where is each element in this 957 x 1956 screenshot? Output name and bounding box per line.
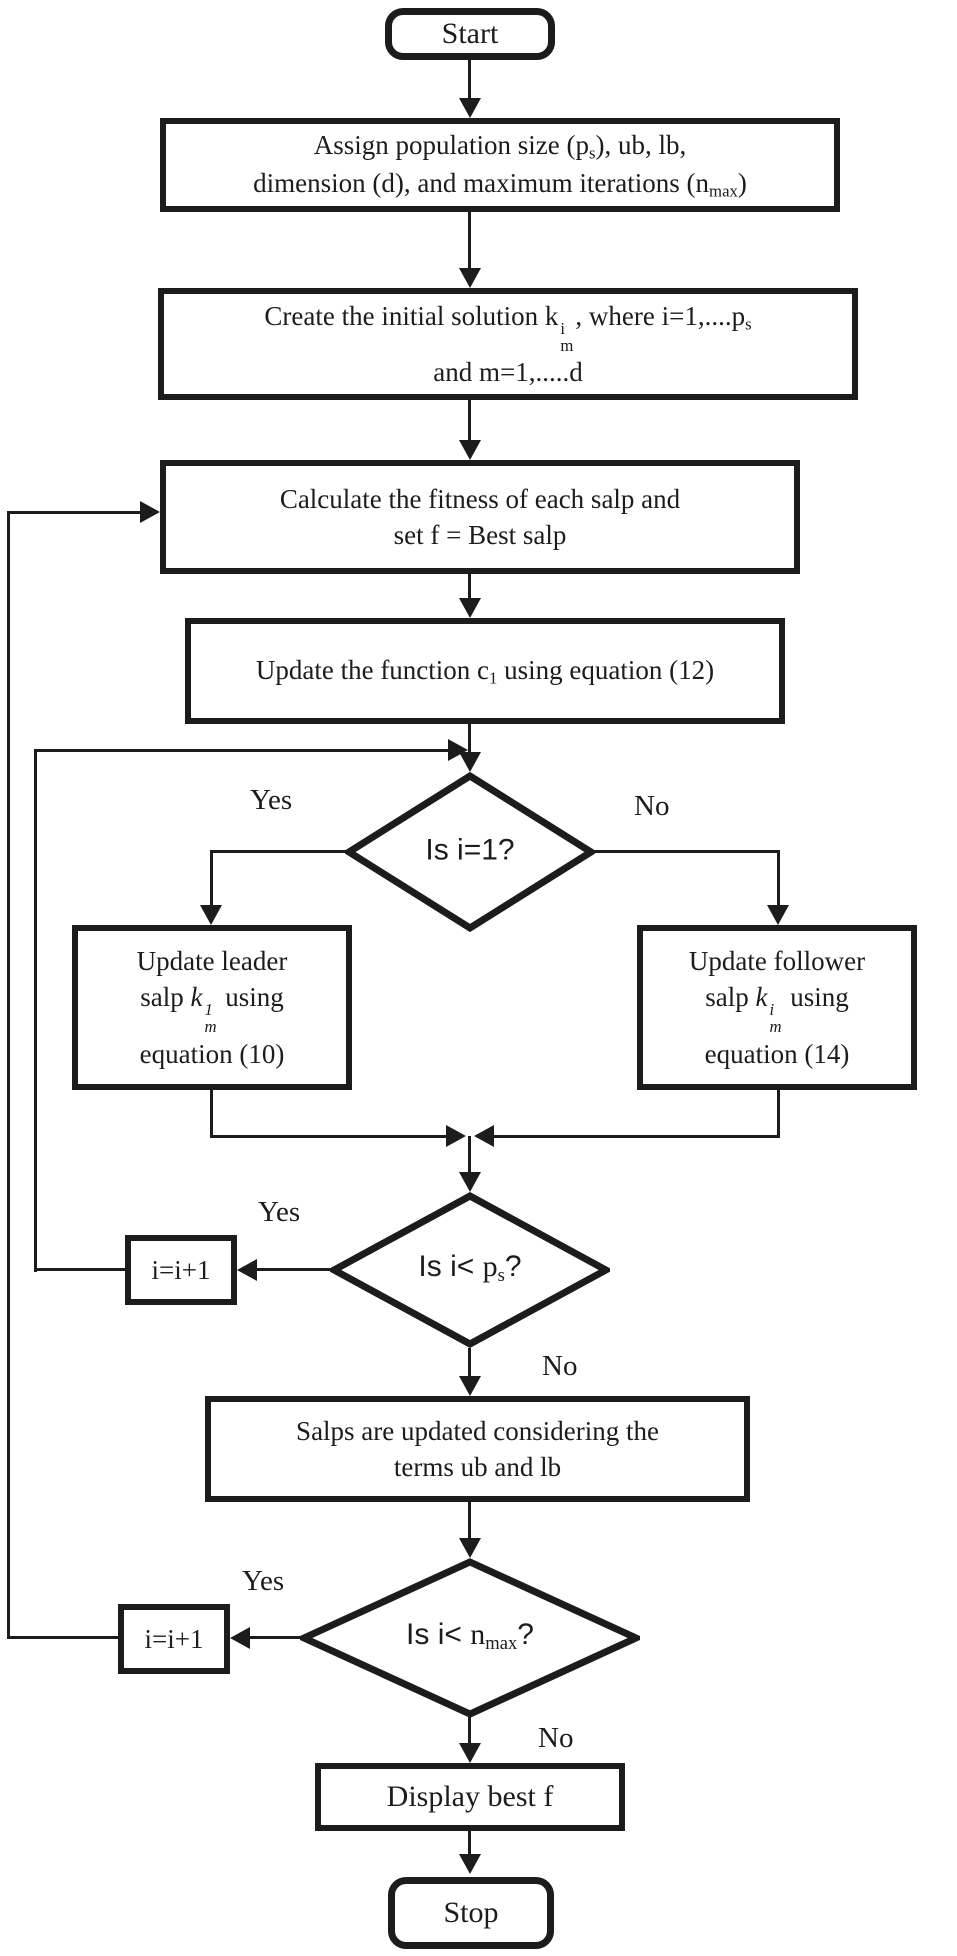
arrowhead-icon: [459, 98, 481, 118]
arrowhead-icon: [459, 440, 481, 460]
is-i-1-decision: [345, 772, 595, 932]
is-i-nmax-decision: [300, 1558, 640, 1718]
create-line-1: Create the initial solution k i m , where $i=1,....p_s$: [264, 300, 752, 355]
edge-create-fitness: [468, 400, 471, 442]
leader-line-3: equation (10): [139, 1038, 285, 1069]
assign-node: [160, 118, 840, 212]
arrowhead-icon: [140, 501, 160, 523]
arrowhead-icon: [459, 1854, 481, 1874]
c1-update-node: [185, 618, 785, 724]
assign-line-2: dimension (d), and maximum iterations $(n_{max})$: [253, 168, 747, 201]
edge-increment1-left: [34, 1268, 126, 1271]
arrowhead-icon: [237, 1259, 257, 1281]
edge-no1-horizontal: [592, 850, 780, 853]
assign-line-1: Assign population size $(p_s)$, ub, lb,: [313, 129, 687, 163]
edge-nmax-loop-into-fitness: [7, 511, 144, 514]
salps-line-2: terms ub and lb: [393, 1452, 562, 1482]
increment-2-label: i=i+1: [144, 1623, 204, 1654]
is-i-1-label: Is i=1?: [425, 833, 515, 867]
fitness-line-1: Calculate the fitness of each salp and: [279, 483, 681, 514]
yes3-label: Yes: [242, 1565, 285, 1597]
edge-merge-decision2: [468, 1136, 471, 1174]
edge-yes3-horizontal: [248, 1636, 303, 1639]
leader-update-node: [72, 925, 352, 1090]
follower-line-2: salp k i m using: [705, 982, 849, 1037]
edge-display-stop: [468, 1831, 471, 1856]
edge-decision2-salps: [468, 1348, 471, 1378]
arrowhead-icon: [767, 905, 789, 925]
is-i-ps-decision: [330, 1192, 610, 1348]
increment-i-node-2: [118, 1604, 230, 1674]
no2-label: No: [542, 1350, 578, 1382]
arrowhead-icon: [459, 1376, 481, 1396]
arrowhead-icon: [474, 1125, 494, 1147]
arrowhead-icon: [448, 739, 468, 761]
increment-i-node-1: [125, 1235, 237, 1305]
c1-line: Update the function $c_1$ using equation (12): [255, 654, 715, 688]
edge-c1-decision1: [468, 724, 471, 754]
yes1-label: Yes: [250, 784, 293, 816]
edge-decision3-display: [468, 1716, 471, 1745]
display-best-node: [315, 1763, 625, 1831]
salps-bounds-node: [205, 1396, 750, 1502]
is-i-nmax-label: Is $i< n_{max}$?: [406, 1617, 534, 1655]
edge-no1-vertical: [777, 850, 780, 907]
edge-yes1-vertical: [210, 850, 213, 907]
edge-start-assign: [468, 60, 471, 100]
edge-increment2-left: [7, 1636, 119, 1639]
stop-node: [388, 1877, 554, 1949]
create-line-2: and m=1,.....d: [433, 357, 583, 388]
fitness-line-2: set f = Best salp: [393, 520, 567, 550]
follower-line-1: Update follower: [688, 945, 866, 976]
edge-leader-down: [210, 1090, 213, 1138]
no3-label: No: [538, 1722, 574, 1754]
salps-line-1: Salps are updated considering the: [296, 1415, 659, 1446]
edge-merge-right: [494, 1135, 780, 1138]
arrowhead-icon: [200, 905, 222, 925]
edge-follower-down: [777, 1090, 780, 1138]
arrowhead-icon: [459, 1743, 481, 1763]
arrowhead-icon: [459, 1172, 481, 1192]
no1-label: No: [634, 790, 670, 822]
arrowhead-icon: [459, 1538, 481, 1558]
edge-yes2-horizontal: [255, 1268, 333, 1271]
edge-nmax-loop-vertical: [7, 511, 10, 1639]
stop-label: Stop: [443, 1895, 499, 1929]
display-label: Display best f: [386, 1779, 554, 1813]
arrowhead-icon: [459, 268, 481, 288]
edge-assign-create: [468, 212, 471, 270]
follower-update-node: [637, 925, 917, 1090]
arrowhead-icon: [459, 598, 481, 618]
create-node: [158, 288, 858, 400]
start-label: Start: [441, 16, 499, 50]
edge-salps-decision3: [468, 1502, 471, 1540]
edge-ps-loop-top: [34, 749, 450, 752]
fitness-node: [160, 460, 800, 574]
arrowhead-icon: [446, 1125, 466, 1147]
leader-line-2: salp k 1 m using: [140, 982, 284, 1037]
leader-line-1: Update leader: [136, 945, 288, 976]
edge-yes1-horizontal: [210, 850, 348, 853]
arrowhead-icon: [230, 1627, 250, 1649]
yes2-label: Yes: [258, 1196, 301, 1228]
is-i-ps-label: Is $i< p_s$?: [418, 1249, 522, 1287]
edge-ps-loop-vertical: [34, 749, 37, 1272]
start-node: [385, 8, 555, 60]
follower-line-3: equation (14): [704, 1038, 850, 1069]
edge-merge-left: [210, 1135, 448, 1138]
increment-1-label: i=i+1: [151, 1254, 211, 1285]
